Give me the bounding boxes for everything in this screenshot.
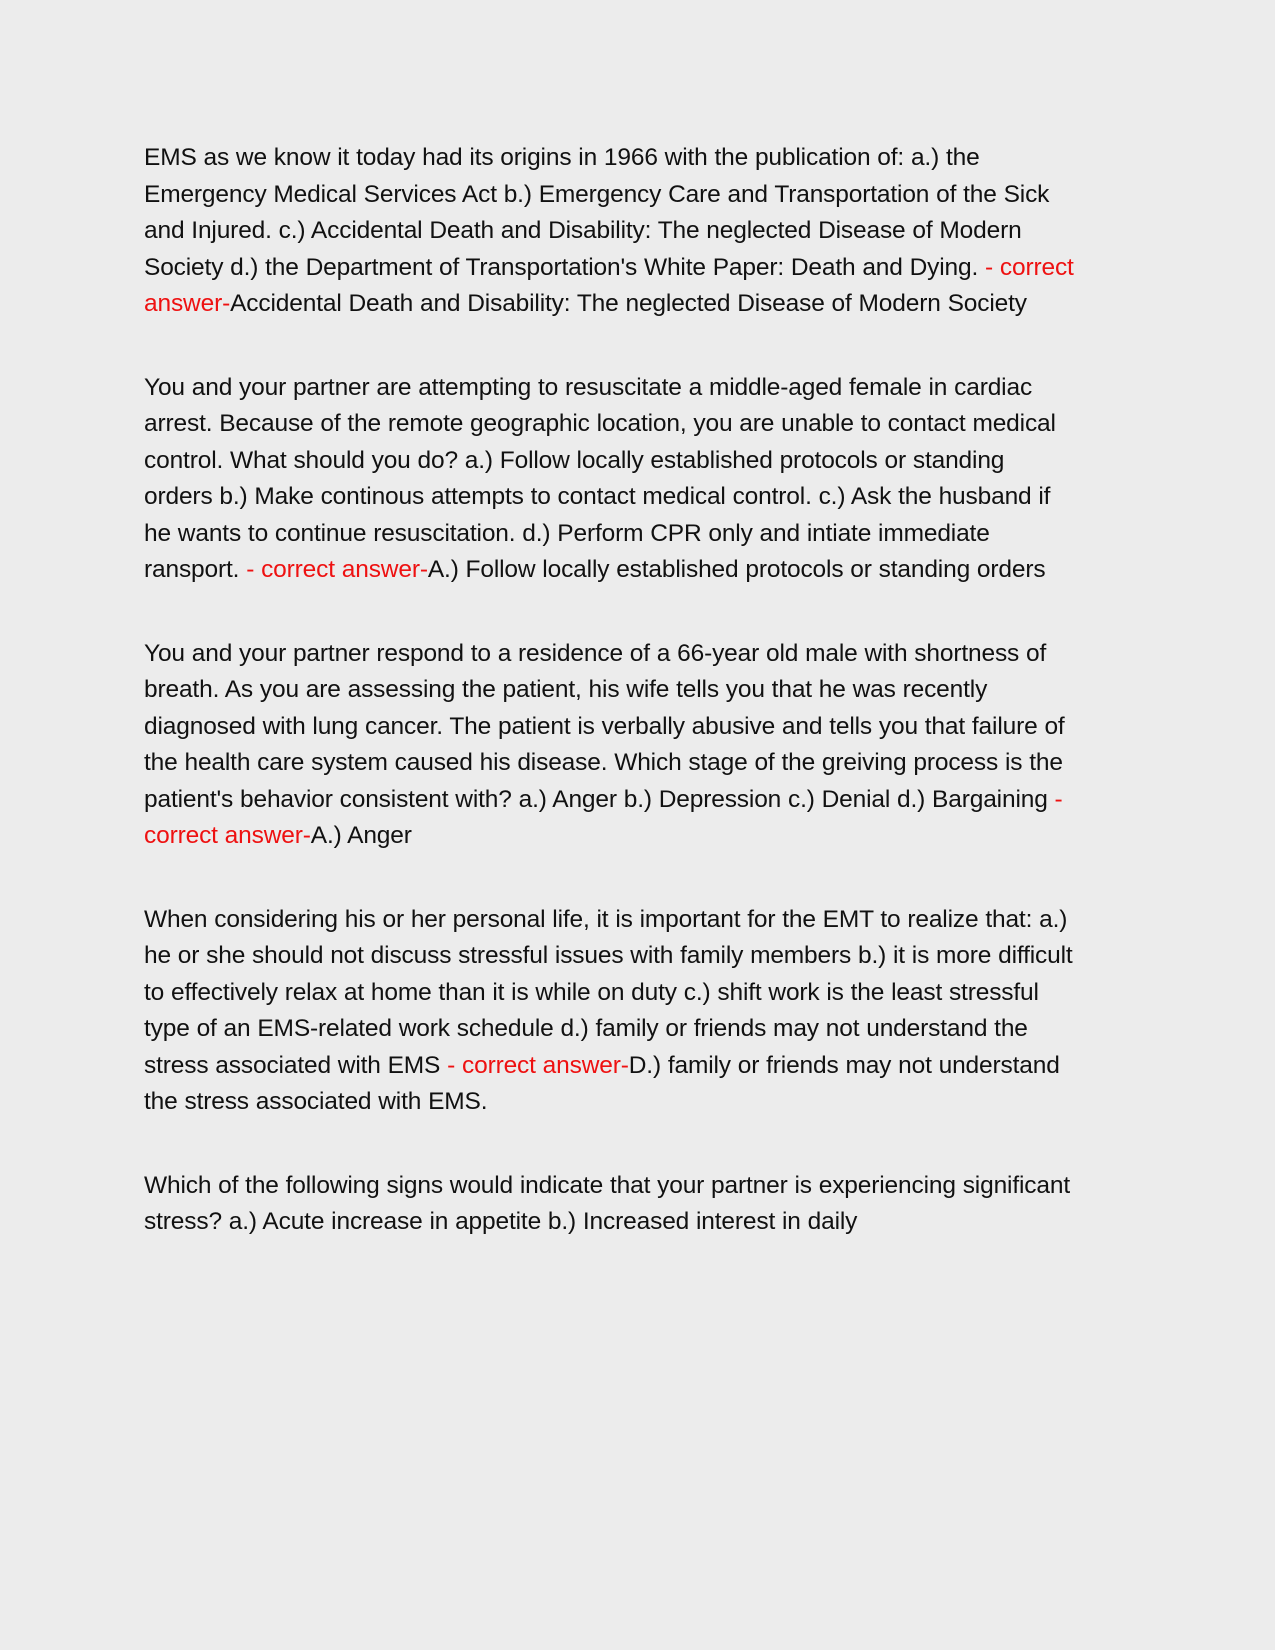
answer-text: Accidental Death and Disability: The neglected Disease of Modern Society (230, 290, 1027, 317)
correct-answer-marker: - correct answer- (144, 253, 1074, 317)
question-text: Which of the following signs would indicate that your partner is experiencing significant stress? a.) Acute increase in appetite b.) Increased interest in daily (144, 1171, 1070, 1235)
question-text: You and your partner respond to a residence of a 66-year old male with shortness of breath. As you are assessing the patient, his wife tells you that he was recently diagnosed with lung cancer. The patient is verbally abusive and tells you that failure of the health care system caused his disease. Which stage of the greiving process is the patient's behavior consistent with? a.) Anger b.) Depression c.) Denial d.) Bargaining (144, 639, 1065, 813)
answer-text: A.) Follow locally established protocols or standing orders (427, 556, 1046, 583)
question-text: EMS as we know it today had its origins in 1966 with the publication of: a.) the Emergency Medical Services Act b.) Emergency Care and Transportation of the Sick and Injured. c.) Accidental Death and Disability: The neglected Disease of Modern Society d.) the Department of Transportation's White Paper: Death and Dying. (144, 144, 1050, 281)
qa-block (144, 370, 1074, 589)
question-text: When considering his or her personal life, it is important for the EMT to realize that: a.) he or she should not discuss stressful issues with family members b.) it is more difficult to effectively relax at home than it is while on duty c.) shift work is the least stressful type of an EMS-related work schedule d.) family or friends may not understand the stress associated with EMS (144, 905, 1073, 1079)
answer-text: A.) Anger (310, 822, 412, 849)
qa-block (144, 902, 1074, 1121)
answer-text: D.) family or friends may not understand the stress associated with EMS. (144, 1051, 1060, 1115)
question-text: You and your partner are attempting to resuscitate a middle-aged female in cardiac arrest. Because of the remote geographic location, you are unable to contact medical control. What should you do? a.) Follow locally established protocols or standing orders b.) Make continous attempts to contact medical control. c.) Ask the husband if he wants to continue resuscitation. d.) Perform CPR only and intiate immediate ransport. (144, 373, 1056, 583)
qa-block (144, 636, 1074, 855)
correct-answer-marker: - correct answer- (144, 785, 1063, 849)
correct-answer-marker: - correct answer- (440, 1051, 629, 1079)
correct-answer-marker: - correct answer- (239, 556, 428, 583)
qa-block (144, 1168, 1074, 1241)
qa-block (144, 140, 1074, 323)
document-body (144, 140, 1074, 1241)
